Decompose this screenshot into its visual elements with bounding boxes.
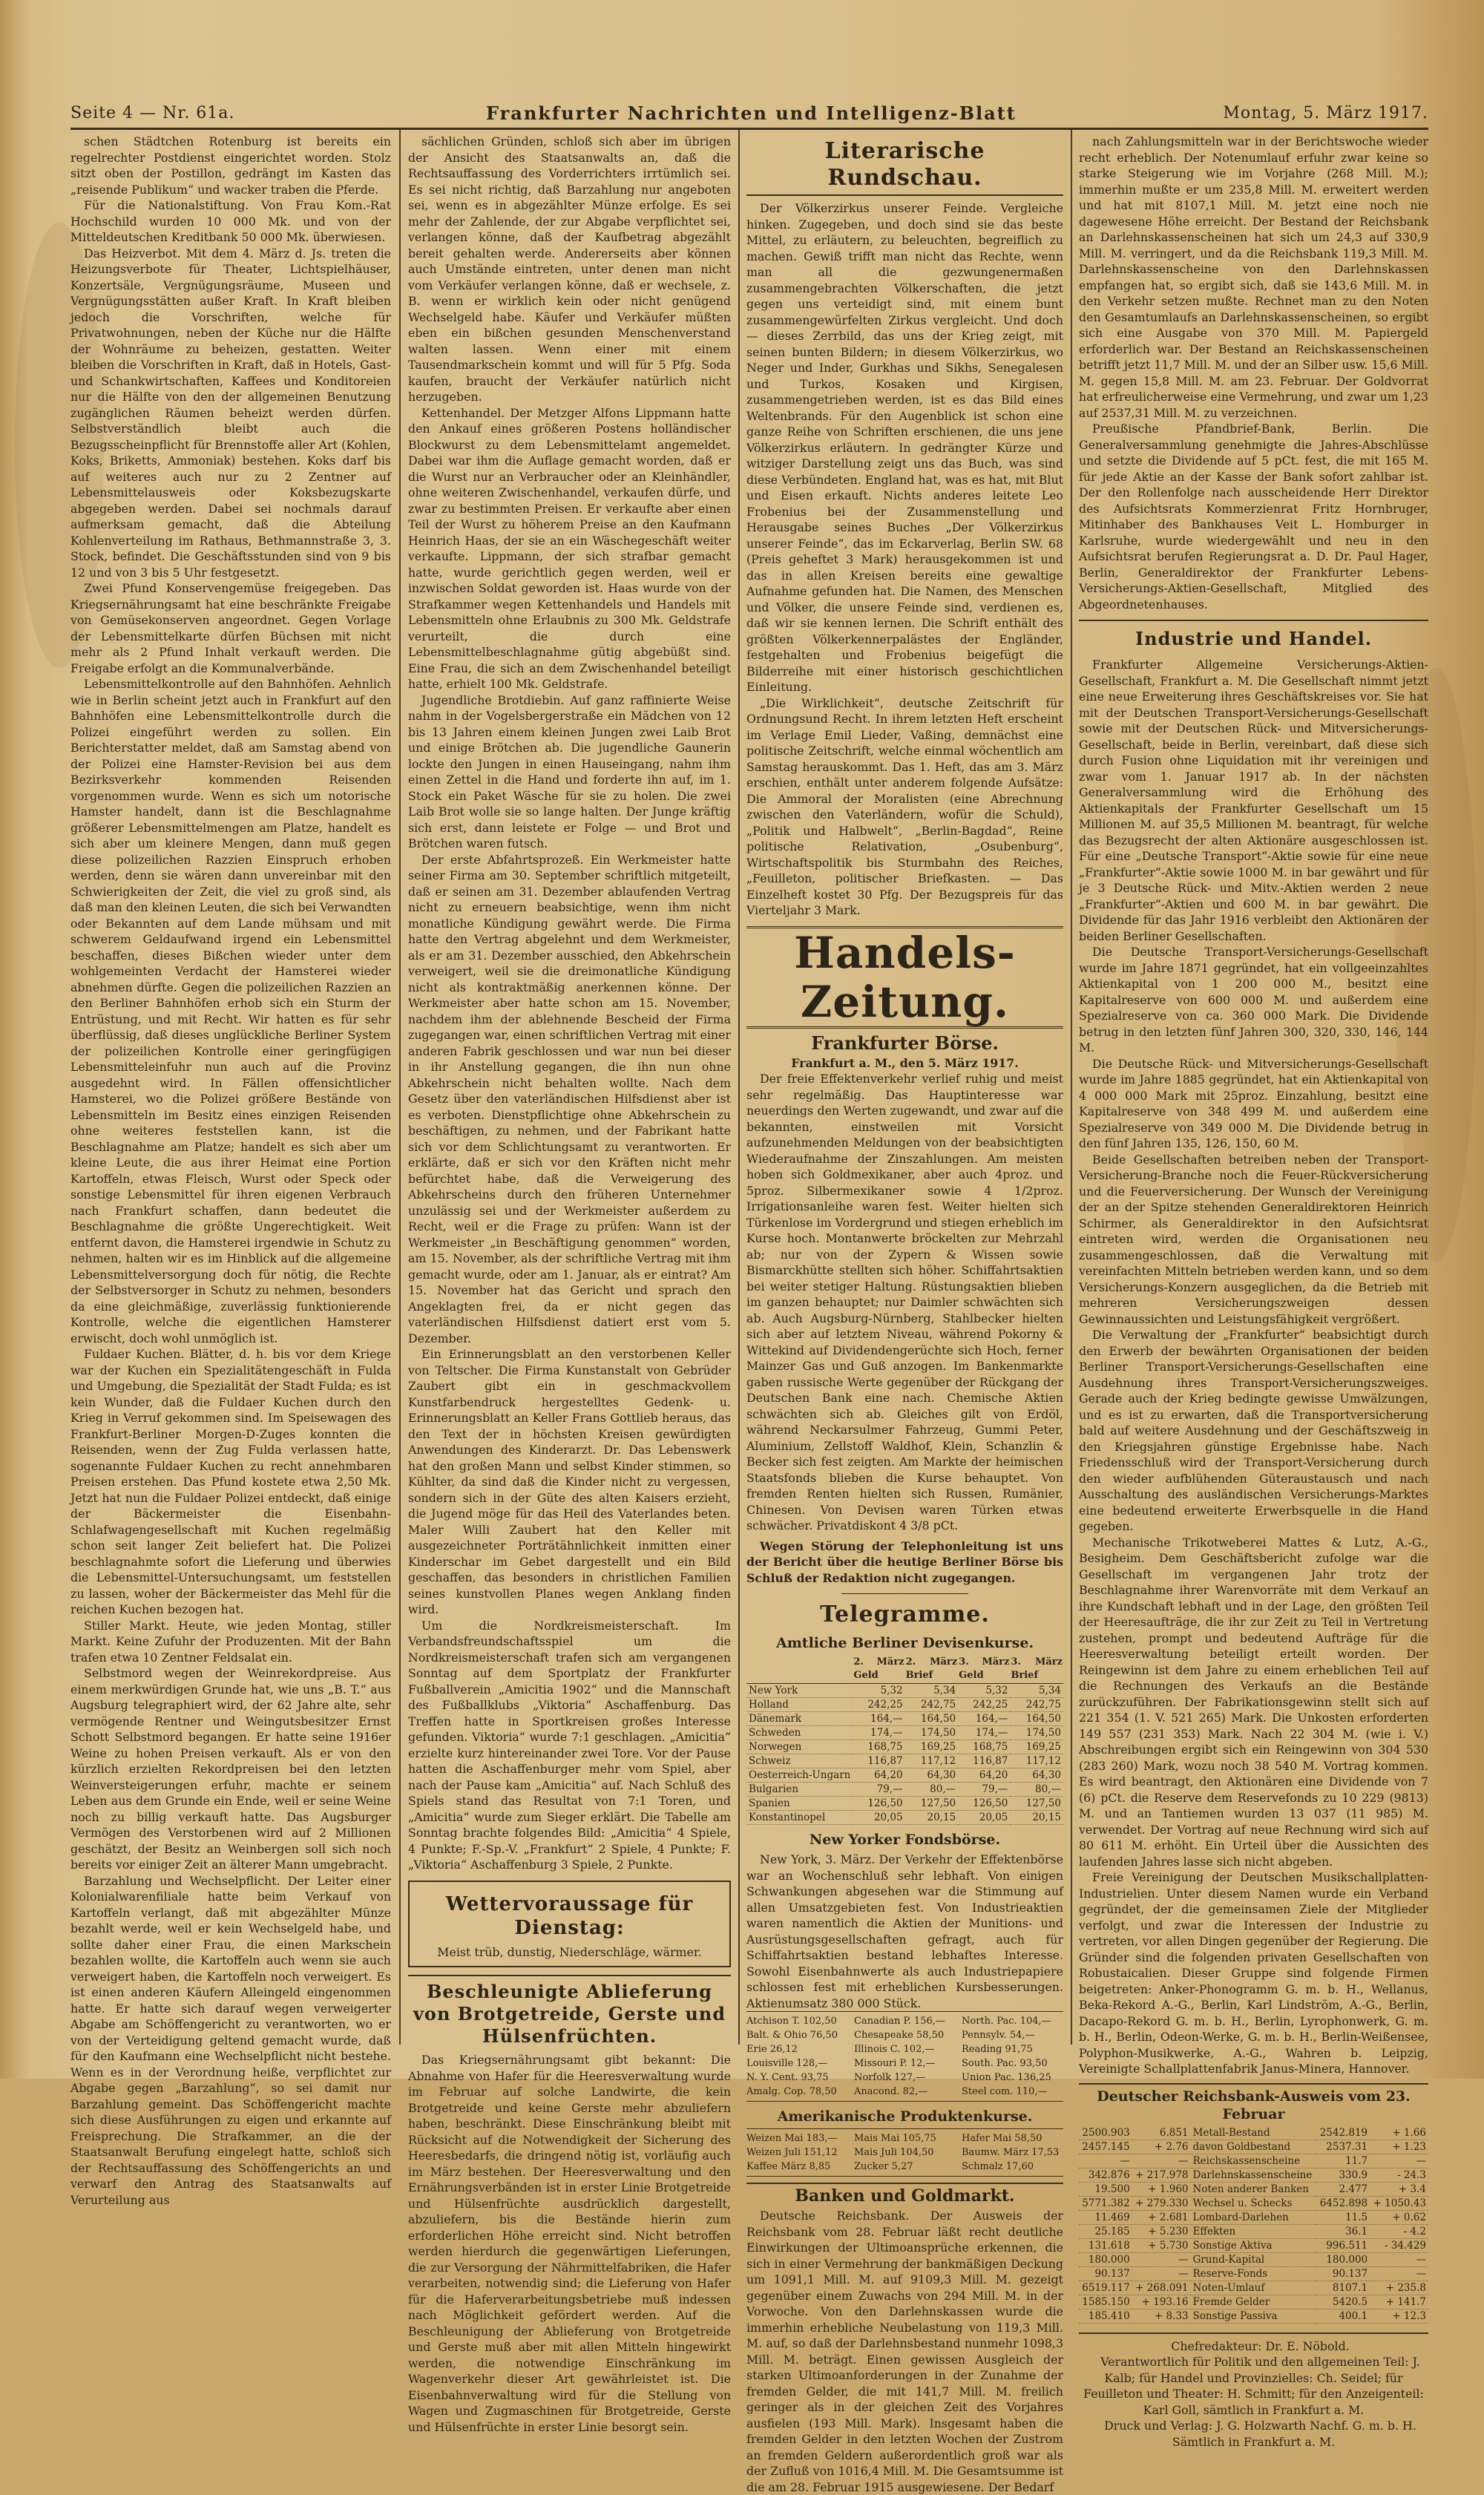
table-cell: —: [1132, 2252, 1191, 2266]
table-row: [746, 1797, 1063, 1811]
table-cell: 20,05: [853, 1811, 904, 1825]
table-cell: —: [1370, 2154, 1428, 2168]
table-row: [1079, 2154, 1428, 2168]
table-cell: 164,—: [853, 1712, 904, 1726]
table-cell: + 217.978: [1132, 2168, 1191, 2182]
news-paragraph: Lebensmittelkontrolle auf den Bahnhöfen. Aehnlich wie in Berlin scheint jetzt auch in Frankfurt auf den Bahnhöfen eine Lebensmittelkontrolle durch die Polizei eingeführt werden zu sollen. Ein Berichterstatter meldet, daß am Samstag abend von der Polizei eine Hamster-Revision bei aus dem Bezirksverkehr kommenden Reisenden vorgenommen wurde. Wenn es sich um notorische Hamster handelt, dann ist die Beschlagnahme größerer Lebensmittelmengen am Platze, handelt es sich aber um kleinere Mengen, dann muß gegen diese polizeilichen Razzien Einspruch erhoben werden, denn sie wären dann unvereinbar mit den Schwierigkeiten der Zeit, die viel zu groß sind, als daß man den kleinen Leuten, die sich bei Verwandten oder Bekannten auf dem Lande mühsam und mit schwerem Geldaufwand irgend ein Lebensmittel beschaffen, dieses Bißchen wieder unter dem wohlgemeinten Verdacht der Hamsterei wieder abnehmen dürfte. Gegen die polizeilichen Razzien an den Berliner Bahnhöfen erhob sich ein Sturm der Entrüstung, und mit Recht. Wir hatten es für sehr überflüssig, daß dieses unglückliche Berliner System der polizeilichen Kontrolle einer geringfügigen Lebensmitteleinfuhr nun auch auf die Provinz ausgedehnt wird. In Fällen offensichtlicher Hamsterei, wo die Polizei größere Bestände von Lebensmitteln im Besitz eines einzigen Reisenden ohne weiteres feststellen kann, ist die Beschlagnahme am Platze; handelt es sich aber um kleine Leute, die aus ihrer Heimat eine Portion Kartoffeln, etwas Fleisch, Wurst oder Speck oder sonstige Lebensmittel für ihren eigenen Verbrauch nach Frankfurt schaffen, dann bedeutet die Beschlagnahme die größte Ungerechtigkeit. Weit entfernt davon, die Hamsterei irgendwie in Schutz zu nehmen, halten wir es im Hinblick auf die allgemeine Lebensmittelversorgung doch für nötig, die Rechte der Selbstversorger in Schutz zu nehmen, besonders da eine gleichmäßige, zuverlässig funktionierende Kontrolle, welche die eigentlichen Hamsterer erwischt, doch wohl unmöglich ist.: [70, 677, 391, 1345]
table-cell: 5771.382: [1079, 2196, 1132, 2210]
ny-quotes-grid: [746, 2011, 1063, 2102]
table-cell: + 8.33: [1132, 2309, 1191, 2323]
column-rule: [1071, 130, 1072, 2045]
table-row: [746, 1811, 1063, 1825]
article-paragraph: Freie Vereinigung der Deutschen Musikschallplatten-Industrielien. Unter diesem Namen wurde ein Verband gegründet, der die gemeinsamen Ziele der Mitglieder verfolgt, und zwar die Interessen der Industrie zu vertreten, vor allen Dingen gegenüber der Regierung. Die Gründer sind die folgenden privaten Gesellschaften von Robustaicalien. Dieser Gruppe sind folgende Firmen beigetreten: Anker-Phonogramm G. m. b. H., Wellanus, Beka-Rekord A.-G., Berlin, Karl Lindström, A.-G., Berlin, Dacapo-Rekord G. m. b. H., Berlin, Lyrophonwerk, G. m. b. H., Berlin, Odeon-Werke, G. m. b. H., Berlin-Weißensee, Polyphon-Musikwerke, A.-G., Wahren b. Leipzig, Vereinigte Schallplattenfabrik Janus-Minera, Hannover.: [1079, 1870, 1428, 2076]
quote-item: Reading 91,75: [962, 2044, 1033, 2055]
news-paragraph: Barzahlung und Wechselpflicht. Der Leiter einer Kolonialwarenfiliale hatte beim Verkauf von Kartoffeln verlangt, daß mit abgezählter Münze bezahlt werde, weil er kein Wechselgeld habe, und sollte daher einer Frau, die einen Markschein bezahlen wollte, die Kartoffeln auch wenn sie auch verweigert haben, die Kartoffeln noch verweigert. Es ist einen anderen Käufern Alleingeld eingenommen hatte. Er hatte sich darauf wegen verweigerter Abgabe am Schöffengericht zu verantworten, wo er von der Verteidigung geltend gemacht wurde, daß für den Kaufmann eine Wechselpflicht nicht bestehe. Wenn es in der Verordnung heiße, verpflichtet zur Abgabe gegen „Barzahlung“, so sei damit nur Barzahlung gemeint. Das Schöffengericht machte sich diese Ausführungen zu eigen und erkannte auf Freisprechung. Die Strafkammer, an die der Staatsanwalt Berufung eingelegt hatte, schloß sich der Rechtsauffassung des Schöffengerichts an und verwarf den Antrag des Staatsanwalts auf Verurteilung aus: [70, 1873, 391, 2207]
american-produce-grid: [746, 2128, 1063, 2177]
table-row: [1079, 2238, 1428, 2252]
quote-item: Erie 26,12: [746, 2044, 798, 2055]
quote-item: Mais Juli 104,50: [854, 2147, 934, 2158]
news-paragraph: Jugendliche Brotdiebin. Auf ganz raffinierte Weise nahm in der Vogelsbergerstraße ein Mädchen von 12 bis 13 Jahren einem kleinen Jungen zwei Laib Brot und einige Brötchen ab. Die jugendliche Gaunerin lockte den Jungen in einen Hauseingang, nahm ihm einen Zettel in die Hand und forderte ihn auf, im 1. Stock ein Paket Wäsche für sie zu holen. Die zwei Laib Brot wolle sie so lange halten. Der Junge kräftig sich erst, dann leistete er Folge — und Brot und Brötchen waren futsch.: [408, 692, 731, 850]
table-cell: 90.137: [1079, 2266, 1132, 2281]
table-cell: 116,87: [853, 1754, 904, 1768]
stock-exchange-heading: Frankfurter Börse.: [811, 1032, 999, 1054]
table-cell: 126,50: [958, 1797, 1010, 1811]
table-row: [1079, 2281, 1428, 2295]
weather-box: [408, 1881, 731, 1968]
exchange-date: Frankfurt a. M., den 5. März 1917.: [791, 1055, 1019, 1070]
table-cell: New York: [746, 1684, 853, 1698]
table-cell: 342.876: [1079, 2168, 1132, 2182]
table-cell: + 1.960: [1132, 2182, 1191, 2196]
table-cell: - 24.3: [1370, 2168, 1428, 2182]
page-header: [70, 98, 1428, 128]
quote-item: Canadian P. 156,—: [854, 2016, 945, 2027]
quote-item: Illinois C. 102,—: [854, 2044, 935, 2055]
table-row: [746, 1684, 1063, 1698]
table-cell: Darlehnskassenscheine: [1191, 2168, 1317, 2182]
table-cell: 242,75: [1010, 1698, 1063, 1712]
ny-exchange-text: New York, 3. März. Der Verkehr der Effektenbörse war an Wochenschluß sehr lebhaft. Von einigen Schwankungen abgesehen war die Stimmung auf allen Umsatzgebieten fest. Von Industrieaktien waren namentlich die Aktien der Munitions- und Ausrüstungsgesellschaften gefragt, auch für Schiffahrtsaktien bestand lebhaftes Interesse. Sowohl Eisenbahnwerte als auch Industriepapiere schlossen fest mit erheblichen Kursbesserungen. Aktienumsatz 380 000 Stück.: [746, 1852, 1063, 2010]
divider: [841, 1593, 968, 1594]
quote-item: Balt. & Ohio 76,50: [746, 2030, 838, 2041]
table-cell: 174,—: [853, 1726, 904, 1740]
table-cell: —: [1132, 2154, 1191, 2168]
currency-rates-table: [746, 1655, 1063, 1825]
table-cell: + 2.681: [1132, 2210, 1191, 2224]
table-cell: 90.137: [1316, 2266, 1370, 2281]
table-cell: + 1050.43: [1370, 2196, 1428, 2210]
imprint: [1079, 2332, 1428, 2450]
reichsbank-statement-table: [1079, 2126, 1428, 2324]
table-cell: + 193.16: [1132, 2295, 1191, 2309]
literary-review: [746, 200, 1063, 919]
table-cell: 64,30: [905, 1768, 959, 1783]
quote-item: Schmalz 17,60: [962, 2161, 1034, 2172]
weather-title: Wettervoraussage für Dienstag:: [445, 1892, 694, 1939]
table-cell: Effekten: [1191, 2224, 1317, 2238]
table-cell: Holland: [746, 1698, 853, 1712]
table-cell: Lombard-Darlehen: [1191, 2210, 1317, 2224]
delivery-headline: Beschleunigte Ablieferung von Brotgetreide, Gerste und Hülsenfrüchten.: [408, 1975, 731, 2048]
table-header-row: [746, 1655, 1063, 1684]
table-cell: + 268.091: [1132, 2281, 1191, 2295]
table-cell: 242,25: [958, 1698, 1010, 1712]
issue-date: Montag, 5. März 1917.: [1223, 104, 1428, 122]
table-cell: + 0.62: [1370, 2210, 1428, 2224]
table-cell: 5,34: [905, 1684, 959, 1698]
table-cell: Noten anderer Banken: [1191, 2182, 1317, 2196]
table-cell: 127,50: [905, 1797, 959, 1811]
header-rule: [70, 128, 1428, 130]
review-paragraph: Der Völkerzirkus unserer Feinde. Vergleiche hinken. Zugegeben, und doch sind sie das beste Mittel, zu erläutern, zu beleuchten, begreiflich zu machen. Gewiß trifft man nicht das Rechte, wenn man all die gezwungenermaßen zusammengebrachten Völkerschaften, die jetzt gegen uns verteidigt sind, mit einem bunt zusammengewürfelten Zirkus vergleicht. Und doch — dieses Zerrbild, das uns der Krieg zeigt, mit seinen bunten Bildern; in diesem Völkerzirkus, wo Neger und Inder, Gurkhas und Sikhs, Senegalesen und Turkos, Kosaken und Kirgisen, zusammengetrieben werden, ist es das Bild eines Weltenbrands. Für den Augenblick ist schon eine ganze Reihe von Schriften erschienen, die uns jene Völkerzirkus erläutern. In gedrängter Kürze und witziger Darstellung zeigt uns das Buch, was sind diese Verbündeten. England hat, was es hat, mit Blut und Eisen erkauft. Nichts anderes leitete Leo Frobenius bei der Zusammenstellung und Herausgabe seines Buches „Der Völkerzirkus unserer Feinde“, das im Eckarverlag, Berlin SW. 68 (Preis geheftet 3 Mark) herausgekommen ist und das in allen Kreisen bereits eine gewaltige Aufnahme gefunden hat. Die Namen, des Menschen und Völker, die unsere Feinde sind, verdienen es, daß wir sie kennen lernen. Die Schrift enthält des größten Völkerkennerpalästes der Engländer, festgehalten und Frobenius beigefügt die Bilderreihe mit einer historisch geschichtlichen Einleitung.: [746, 201, 1063, 694]
table-row: [1079, 2266, 1428, 2281]
table-row: [746, 1712, 1063, 1726]
table-cell: Metall-Bestand: [1191, 2126, 1317, 2140]
table-cell: 11.469: [1079, 2210, 1132, 2224]
news-paragraph: Kettenhandel. Der Metzger Alfons Lippmann hatte den Ankauf eines größeren Postens holländischer Blockwurst zu dem Lebensmittelamt angemeldet. Dabei war ihm die Auflage gemacht worden, daß er die Wurst nur an Verbraucher oder an Kleinhändler, ohne weiteren Zwischenhandel, verkaufen dürfe, und zwar zu bestimmten Preisen. Er verkaufte aber einen Teil der Wurst zu höherem Preise an den Kaufmann Heinrich Haas, der sie an ein Wäschegeschäft weiter verkaufte. Lippmann, der sich strafbar gemacht hatte, wurde gerichtlich gegen werden, weil er inzwischen Soldat geworden ist. Haas wurde von der Strafkammer wegen Kettenhandels und Handels mit Lebensmitteln ohne Erlaubnis zu 300 Mk. Geldstrafe verurteilt, die durch eine Lebensmittelbeschlagnahme gütig abgebüßt sind. Eine Frau, die sich an dem Zwischenhandel beteiligt hatte, erhielt 100 Mk. Geldstrafe.: [408, 405, 731, 691]
table-cell: 117,12: [905, 1754, 959, 1768]
table-cell: 6519.117: [1079, 2281, 1132, 2295]
column-header: 3. März Brief: [1010, 1655, 1063, 1684]
table-row: [1079, 2182, 1428, 2196]
table-cell: + 2.76: [1132, 2140, 1191, 2154]
table-cell: 1585.150: [1079, 2295, 1132, 2309]
table-row: [1079, 2126, 1428, 2140]
quote-item: Steel com. 110,—: [962, 2086, 1048, 2097]
news-paragraph: Der erste Abfahrtsprozeß. Ein Werkmeister hatte seiner Firma am 30. September schriftlich mitgeteilt, daß er seinen am 31. Dezember ablaufenden Vertrag nicht zu erneuern beabsichtige, wenn ihm nicht monatliche Kündigung gewährt werde. Die Firma hatte den Vertrag abgelehnt und dem Werkmeister, als er am 31. Dezember ausschied, den Abkehrschein verweigert, weil sie die dreimonatliche Kündigung nicht als kontraktmäßig anerkennen könne. Der Werkmeister aber hatte schon am 15. November, nachdem ihm der ablehnende Bescheid der Firma zugegangen war, einen schriftlichen Vertrag mit einer anderen Fabrik geschlossen und war nun bei dieser in ihr Anstellung gegangen, die ihn nun ohne Abkehrschein nicht behalten wollte. Nach dem Gesetz über den vaterländischen Hilfsdienst aber ist es verboten. Dienstpflichtige ohne Abkehrschein zu beschäftigen, zu nehmen, und der Fabrikant hatte sich vor dem Schlichtungsamt zu verantworten. Er erklärte, daß er sich vor den Kräften nicht mehr befürchtet habe, daß die Verweigerung des Abkehrscheins durch den früheren Unternehmer unzulässig sei und der Werkmeister außerdem zu Recht, weil er die Frage zu prüfen: Wann ist der Werkmeister „in Beschäftigung genommen“ worden, am 15. November, als der schriftliche Vertrag mit ihm gemacht wurde, oder am 1. Januar, als er eintrat? Am 15. November hat das Gericht und sprach den Angeklagten frei, da er nicht gegen das vaterländischen Hilfsdienst datiert erst vom 5. Dezember.: [408, 852, 731, 1345]
quote-item: Zucker 5,27: [854, 2161, 913, 2172]
table-cell: —: [1370, 2266, 1428, 2281]
table-cell: 5,34: [1010, 1684, 1063, 1698]
quote-item: Baumw. März 17,53: [962, 2147, 1060, 2158]
news-paragraph: Selbstmord wegen der Weinrekordpreise. Aus einem merkwürdigen Grunde hat, wie uns „B. T.“ aus Augsburg telegraphiert wird, der 62 Jahre alte, sehr vermögende Rentner und Weingutsbesitzer Ernst Schott Selbstmord begangen. Er hatte seine 1916er Weine zu hohen Preisen verkauft. Als er von den kürzlich erzielten Rekordpreisen bei den letzten Weinversteigerungen erfuhr, machte er seinem Leben aus dem Grunde ein Ende, weil er seine Weine noch zu billig verkauft hatte. Das Augsburger Vermögen des Verstorbenen wird auf 2 Millionen geschätzt, der Besitz an Weinbergen soll sich noch bereits vor einiger Zeit an älterer Mann umgebracht.: [70, 1666, 391, 1872]
table-cell: 80,—: [1010, 1783, 1063, 1797]
table-cell: 80,—: [905, 1783, 959, 1797]
delivery-article: [408, 2052, 731, 2435]
table-cell: 169,25: [905, 1740, 959, 1754]
quote-item: Mais Mai 105,75: [854, 2133, 936, 2144]
table-cell: 185.410: [1079, 2309, 1132, 2323]
table-cell: 168,75: [958, 1740, 1010, 1754]
table-cell: 64,20: [853, 1768, 904, 1783]
quote-item: Louisville 128,—: [746, 2058, 828, 2069]
news-paragraph: schen Städtchen Rotenburg ist bereits ein regelrechter Postdienst eingerichtet worden. Stolz sitzt oben der Postillon, gedrängt im Kasten das „reisende Publikum“ und wacker traben die Pferde.: [70, 134, 391, 197]
table-cell: + 141.7: [1370, 2295, 1428, 2309]
industry-articles: [1079, 657, 1428, 2077]
table-cell: Norwegen: [746, 1740, 853, 1754]
table-cell: Reichskassenscheine: [1191, 2154, 1317, 2168]
table-cell: 5,32: [853, 1684, 904, 1698]
table-cell: 19.500: [1079, 2182, 1132, 2196]
table-cell: 2457.145: [1079, 2140, 1132, 2154]
table-cell: 127,50: [1010, 1797, 1063, 1811]
reichsbank-statement-heading: Deutscher Reichsbank-Ausweis vom 23. Februar: [1079, 2083, 1428, 2123]
table-row: [1079, 2252, 1428, 2266]
table-cell: 6.851: [1132, 2126, 1191, 2140]
table-row: [1079, 2210, 1428, 2224]
table-cell: 180.000: [1079, 2252, 1132, 2266]
article-paragraph: Die Deutsche Transport-Versicherungs-Gesellschaft wurde im Jahre 1871 gegründet, hat ein vollgeeinzahltes Aktienkapital von 1 200 000 M., besitzt eine Kapitalreserve von 600 000 M. und außerdem eine Spezialreserve von ca. 360 000 Mark. Die Dividende betrug in den letzten fünf Jahren 300, 320, 330, 146, 144 M.: [1079, 945, 1428, 1055]
article-paragraph: nach Zahlungsmitteln war in der Berichtswoche wieder recht erheblich. Der Notenumlauf erfuhr zwar keine so starke Steigerung wie im Vorjahre (268 Mill. M.); immerhin mußte er um 235,8 Mill. M. erweitert werden und hat mit 8107,1 Mill. M. jetzt eine noch nie dagewesene Höhe erreicht. Der Bestand der Reichsbank an Darlehnskassenscheinen hat sich um 24,3 auf 330,9 Mill. M. verringert, und da die Reichsbank 119,3 Mill. M. Darlehnskassenscheine von den Darlehnskassen empfangen hat, so ergibt sich, daß sie 143,6 Mill. M. in den Verkehr setzen mußte. Rechnet man zu den Noten den Gesamtumlaufs an Darlehnskassenscheinen, so ergibt sich eine Ausgabe von 370 Mill. M. Papiergeld erforderlich war. Der Bestand an Reichskassenscheinen betrifft jetzt 11,7 Mill. M. und der an Silber usw. 15,6 Mill. M. gegen 15,8 Mill. M. am 23. Februar. Der Goldvorrat hat erfreulicherweise eine Vermehrung, und zwar um 1,23 auf 2537,31 Mill. M. zu verzeichnen.: [1079, 134, 1428, 420]
table-cell: Dänemark: [746, 1712, 853, 1726]
table-cell: - 4.2: [1370, 2224, 1428, 2238]
table-cell: 242,75: [905, 1698, 959, 1712]
table-cell: + 3.4: [1370, 2182, 1428, 2196]
table-row: [746, 1783, 1063, 1797]
imprint-line: Chefredakteur: Dr. E. Nöbold.: [1171, 2338, 1350, 2353]
table-cell: Noten-Umlauf: [1191, 2281, 1317, 2295]
table-cell: davon Goldbestand: [1191, 2140, 1317, 2154]
table-row: [746, 1740, 1063, 1754]
quote-item: Amalg. Cop. 78,50: [746, 2086, 837, 2097]
table-row: [1079, 2295, 1428, 2309]
column-header: [746, 1655, 853, 1684]
trade-section-title: Handels-Zeitung.: [746, 926, 1063, 1029]
quote-item: N. Y. Cent. 93,75: [746, 2072, 829, 2083]
news-paragraph: Zwei Pfund Konservengemüse freigegeben. Das Kriegsernährungsamt hat eine beschränkte Freigabe von Gemüsekonserven angeordnet. Gegen Vorlage der Lebensmittelkarte dürfen Büchsen mit nicht mehr als 2 Pfund Inhalt verkauft werden. Die Freigabe erfolgt an die Kommunalverbände.: [70, 581, 391, 675]
news-paragraph: Ein Erinnerungsblatt an den verstorbenen Keller von Teltscher. Die Firma Kunstanstalt von Gebrüder Zaubert gibt ein in geschmackvollem Kunstfarbendruck hergestelltes Gedenk- u. Erinnerungsblatt an Keller Frans Gottlieb heraus, das den Text der in höchsten Kreisen gewürdigten Anwendungen des Kinderarzt. Dr. Das Lebenswerk hat den großen Mann und selbst Kinder stimmen, so Kühlter, da sind daß die Kinder nicht zu vergessen, sondern sich in der Güte des alten Kaisers erzieht, die Jugend möge für das Heil des Vaterlandes beten. Maler Willi Zaubert hat den Keller mit ausgezeichneter Porträtähnlichkeit inmitten einer Kinderschar im Gebet dargestellt und ein Bild geschaffen, das besonders in christlichen Familien seines kunstvollen Planes wegen Anklang finden wird.: [408, 1347, 731, 1616]
article-paragraph: Deutsche Reichsbank. Der Ausweis der Reichsbank vom 28. Februar läßt recht deutliche Einwirkungen der Ultimoansprüche erkennen, die sich in einer Vermehrung der bankmäßigen Deckung um 1091,1 Mill. M. auf 9109,3 Mill. M. gezeigt gegenüber einem Zuwachs von 294 Mill. M. in der Vorwoche. Von den Darlehnskassen wurde die immerhin erhebliche Neubelastung von 119,3 Mill. M. auf, so daß der Darlehnsbestand nunmehr 1098,3 Mill. M. beträgt. Einen gewissen Ausgleich der starken Ultimoanforderungen in der Zunahme der fremden Gelder, die mit 141,7 Mill. M. freilich geringer als in der gleichen Zeit des Vorjahres ausfielen (193 Mill. Mark). Insgesamt haben die fremden Gelder in den letzten Wochen der Zustrom an fremden Geldern außerordentlich groß war als der Zufluß von 1016,4 Mill. M. Die Gesamtsumme ist die am 28. Februar 1915 ausgewiesene. Der Bedarf: [746, 2209, 1063, 2494]
industry-heading: Industrie und Handel.: [1079, 620, 1428, 652]
ny-exchange-heading: New Yorker Fondsbörse.: [809, 1832, 1001, 1848]
table-cell: 5420.5: [1316, 2295, 1370, 2309]
table-cell: + 5.230: [1132, 2224, 1191, 2238]
table-cell: 164,—: [958, 1712, 1010, 1726]
column-rule: [738, 130, 740, 2045]
column-header: 3. März Geld: [958, 1655, 1010, 1684]
table-cell: Schweden: [746, 1726, 853, 1740]
page-number: Seite 4 — Nr. 61a.: [70, 104, 235, 122]
local-news: [408, 134, 731, 1873]
table-cell: 11.5: [1316, 2210, 1370, 2224]
quote-item: Weizen Juli 151,12: [746, 2147, 838, 2158]
news-paragraph: Das Heizverbot. Mit dem 4. März d. Js. treten die Heizungsverbote für Theater, Lichtspielhäuser, Konzertsäle, Vergnügungsräume, Museen und Vergnügungsstätten außer Kraft. In Kraft bleiben jedoch die Vorschriften, welche für Privatwohnungen, neben der Küche nur die Hälfte der Wohnräume zu beheizen, gestatten. Weiter bleiben die Vorschriften in Kraft, daß in Hotels, Gast- und Schankwirtschaften, Kaffees und Konditoreien nur die Hälfte von den der allgemeinen Benutzung zugänglichen Räumen beheizt werden dürfen. Selbstverständlich bleibt auch die Bezugsscheinpflicht für Brennstoffe aller Art (Kohlen, Koks, Briketts, Ammoniak) bestehen. Koks darf bis auf weiteres auch nur zu 2 Zentner auf Lebensmittelausweis oder Koksbezugskarte abgegeben werden. Dabei sei nochmals darauf aufmerksam gemacht, daß die Abteilung Kohlenverteilung im Rathaus, Bethmannstraße 3, 3. Stock, befindet. Die Geschäftsstunden sind von 9 bis 12 und von 3 bis 5 Uhr festgesetzt.: [70, 246, 391, 580]
column-1: [70, 134, 391, 2207]
column-rule: [399, 130, 401, 2045]
table-cell: Wechsel u. Schecks: [1191, 2196, 1317, 2210]
article-paragraph: Frankfurter Allgemeine Versicherungs-Aktien-Gesellschaft, Frankfurt a. M. Die Gesellschaft nimmt jetzt eine neue Erweiterung ihres Geschäftskreises vor. Sie hat mit der Deutschen Transport-Versicherungs-Gesellschaft sowie mit der Deutschen Rück- und Mitversicherungs-Gesellschaft, beide in Berlin, vereinbart, daß diese sich durch Fusion ohne Liquidation mit ihr vereinigen und zwar vom 1. Januar 1917 ab. In der nächsten Generalversammlung wird die Erhöhung des Aktienkapitals der Frankfurter Gesellschaft um 15 Millionen M. auf 35,5 Millionen M. beantragt, für welche das Bezugsrecht der alten Aktionäre ausgeschlossen ist. Für eine „Deutsche Transport“-Aktie sowie für eine neue „Frankfurter“-Aktie sowie 1000 M. in bar gewährt und für je 3 Deutsche Rück- und Mitv.-Aktien werden 2 neue „Frankfurter“-Aktien und 600 M. in bar gewährt. Die Dividende für das Jahr 1916 verbleibt den Aktionären der beiden Berliner Gesellschaften.: [1079, 658, 1428, 943]
quote-item: Pennsylv. 54,—: [962, 2030, 1035, 2041]
table-cell: + 1.66: [1370, 2126, 1428, 2140]
quote-item: Weizen Mai 183,—: [746, 2133, 838, 2144]
table-cell: 20,15: [1010, 1811, 1063, 1825]
table-cell: 117,12: [1010, 1754, 1063, 1768]
table-cell: 2.477: [1316, 2182, 1370, 2196]
table-cell: 180.000: [1316, 2252, 1370, 2266]
table-cell: —: [1132, 2266, 1191, 2281]
table-cell: 20,05: [958, 1811, 1010, 1825]
table-cell: Sonstige Aktiva: [1191, 2238, 1317, 2252]
article-paragraph: Preußische Pfandbrief-Bank, Berlin. Die Generalversammlung genehmigte die Jahres-Abschlüsse und setzte die Dividende auf 5 pCt. fest, die mit 165 M. für jede Aktie an der Kasse der Bank sofort zahlbar ist. Der den Rollenfolge nach ausscheidende Herr Direktor des Aufsichtsrats Kommerzienrat Fritz Hornbruger, Mitinhaber des Bankhauses Veit L. Homburger in Karlsruhe, wurde wiedergewählt und neu in den Aufsichtsrat berufen Regierungsrat a. D. Dr. Paul Hager, Berlin, Generaldirektor der Frankfurter Lebens-Versicherungs-Aktien-Gesellschaft, Mitglied des Abgeordnetenhauses.: [1079, 422, 1428, 612]
quote-item: South. Pac. 93,50: [962, 2058, 1048, 2069]
news-paragraph: sächlichen Gründen, schloß sich aber im übrigen der Ansicht des Staatsanwalts an, daß die Rechtsauffassung des Vorderrichters irrtümlich sei. Es sei nicht richtig, daß Barzahlung nur angeboten sei, wenn es in abgezählter Münze erfolge. Es sei mehr der Zahlende, der zur Abgabe verpflichtet sei, verlangen könne, daß der Kaufbetrag abgezählt bereit gehalten werde. Andererseits aber können auch Umstände eintreten, unter denen man nicht vom Verkäufer verlangen könne, daß er wechsele, z. B. wenn er wirklich kein oder nicht genügend Wechselgeld habe. Käufer und Verkäufer müßten eben ein bißchen gesunden Menschenverstand walten lassen. Wenn einer mit einem Tausendmarkschein kommt und will für 5 Pfg. Soda kaufen, braucht der Verkäufer natürlich nicht herzugeben.: [408, 134, 731, 404]
table-cell: Sonstige Passiva: [1191, 2309, 1317, 2323]
telephone-note: Wegen Störung der Telephonleitung ist uns der Bericht über die heutige Berliner Börse bis Schluß der Redaktion nicht zugegangen.: [746, 1538, 1063, 1585]
table-cell: 400.1: [1316, 2309, 1370, 2323]
table-cell: 131.618: [1079, 2238, 1132, 2252]
table-cell: 116,87: [958, 1754, 1010, 1768]
news-paragraph: Stiller Markt. Heute, wie jeden Montag, stiller Markt. Keine Zufuhr der Produzenten. Mit der Bahn trafen etwa 10 Zentner Feldsalat ein.: [70, 1618, 391, 1665]
weather-text: Meist trüb, dunstig, Niederschläge, wärmer.: [437, 1944, 702, 1959]
table-cell: Schweiz: [746, 1754, 853, 1768]
table-cell: 79,—: [958, 1783, 1010, 1797]
column-4: [1079, 134, 1428, 2449]
table-cell: 242,25: [853, 1698, 904, 1712]
article-paragraph: Beide Gesellschaften betreiben neben der Transport-Versicherung-Branche noch die Feuer-Rückversicherung und die Feuerversicherung. Der Wunsch der Vereinigung der an der Spitze stehenden Generaldirektoren Heinrich Schirmer, als Generaldirektor in den Aufsichtsrat eintreten wird, werden die Organisationen neu zusammengeschlossen, daß die Verwaltung mit vereinfachten Mitteln betrieben werden kann, und so dem Versicherungs-Konzern ausgeglichen, da die Betrieb mit mehreren Versicherungszweigen dessen Gewinnaussichten und Leistungsfähigkeit vergrößert.: [1079, 1152, 1428, 1326]
table-cell: 330.9: [1316, 2168, 1370, 2182]
imprint-line: Verantwortlich für Politik und den allgemeinen Teil: J. Kalb; für Handel und Provinzielles: Ch. Seidel; für Feuilleton und Theater: H. Schmitt; für den Anzeigenteil: Karl Goll, sämtlich in Frankfurt a. M.: [1083, 2355, 1424, 2417]
table-cell: 174,50: [905, 1726, 959, 1740]
table-cell: Spanien: [746, 1797, 853, 1811]
table-row: [746, 1726, 1063, 1740]
table-cell: 36.1: [1316, 2224, 1370, 2238]
table-cell: 20,15: [905, 1811, 959, 1825]
column-3: [746, 134, 1063, 2494]
article-paragraph: Mechanische Trikotweberei Mattes & Lutz, A.-G., Besigheim. Dem Geschäftsbericht zufolge war die Gesellschaft im vergangenen Jahr trotz der Beschlagnahme ihrer Warenvorräte mit dem Verkauf an ihre Kundschaft lebhaft und in der Lage, den größten Teil der Heeresaufträge, die ihr zur Zeit zu Teil in Vertretung zustehen, prompt und bedeutend Aufträge für die Heeresverwaltung beteiligt erteilt worden. Der Reingewinn ist dem Jahre zu einem erheblichen Teil auf die Rechnungen des Verkaufs an die Bestände zurückzuführen. Der Fabrikationsgewinn stellt sich auf 221 354 (1. V. 521 265) Mark. Die Unkosten erforderten 149 557 (231 353) Mark. Nach 22 304 M. (wie i. V.) Abschreibungen ergibt sich ein Reingewinn von 304 530 (283 260) Mark, wozu noch 38 540 M. Vortrag kommen. Es wird beantragt, den Aktionären eine Dividende von 7 (6) pCt. die Reserve dem Reservefonds zu 10 229 (9813) M. und an Tantiemen wurden 13 037 (11 985) M. verwendet. Der Vortrag auf neue Rechnung wird sich auf 80 611 M. erhöht. Ein Urteil über die Aussichten des laufenden Jahres lasse sich nicht abgeben.: [1079, 1535, 1428, 1869]
table-cell: 25.185: [1079, 2224, 1132, 2238]
quote-item: Missouri P. 12,—: [854, 2058, 936, 2069]
currency-rates-heading: Amtliche Berliner Devisenkurse.: [775, 1635, 1034, 1651]
news-paragraph: Um die Nordkreismeisterschaft. Im Verbandsfreundschaftsspiel um die Nordkreismeisterschaft trafen sich am vergangenen Sonntag auf dem Sportplatz der Frankfurter Fußballverein „Amicitia 1902“ und die Mannschaft des Fußballklubs „Viktoria“ Aschaffenburg. Das Treffen hatte in Sportkreisen großes Interesse gefunden. Viktoria“ wurde 7:1 geschlagen. „Amicitia“ erzielte kurz hintereinander zwei Tore. Vor der Pause hatten die Aschaffenburger mehr vom Spiel, aber nach der Pause kam „Amicitia“ auf. Nach Schluß des Spiels stand das Resultat von 7:1 Toren, und „Amicitia“ wurde zum Sieger erklärt. Die Tabelle am Sonntag brachte folgendes Bild: „Amicitia“ 4 Spiele, 4 Punkte; F.-Sp.-V. „Frankfurt“ 2 Spiele, 4 Punkte; F. „Viktoria“ Aschaffenburg 3 Spiele, 2 Punkte.: [408, 1618, 731, 1872]
table-cell: 5,32: [958, 1684, 1010, 1698]
quote-item: Kaffee März 8,85: [746, 2161, 831, 2172]
news-paragraph: Für die Nationalstiftung. Von Frau Kom.-Rat Hochschild wurden 10 000 Mk. und von der Mitteldeutschen Kreditbank 50 000 Mk. überwiesen.: [70, 198, 391, 244]
table-cell: 126,50: [853, 1797, 904, 1811]
table-cell: - 34.429: [1370, 2238, 1428, 2252]
quote-item: Norfolk 127,—: [854, 2072, 926, 2083]
table-cell: Grund-Kapital: [1191, 2252, 1317, 2266]
table-cell: Oesterreich-Ungarn: [746, 1768, 853, 1783]
table-cell: + 5.730: [1132, 2238, 1191, 2252]
table-cell: 79,—: [853, 1783, 904, 1797]
table-cell: 169,25: [1010, 1740, 1063, 1754]
quote-item: North. Pac. 104,—: [962, 2016, 1051, 2027]
table-cell: 2537.31: [1316, 2140, 1370, 2154]
quote-item: Chesapeake 58,50: [854, 2030, 945, 2041]
table-cell: 174,50: [1010, 1726, 1063, 1740]
quote-item: Union Pac. 136,25: [962, 2072, 1051, 2083]
table-cell: —: [1370, 2252, 1428, 2266]
table-row: [746, 1754, 1063, 1768]
article-paragraph: Die Deutsche Rück- und Mitversicherungs-Gesellschaft wurde im Jahre 1885 gegründet, hat ein Aktienkapital von 4 000 000 Mark mit 25proz. Einzahlung, besitzt eine Kapitalreserve von 348 499 M. und außerdem eine Spezialreserve von 349 000 M. Die Dividende betrug in den fünf Jahren 135, 126, 150, 60 M.: [1079, 1056, 1428, 1150]
literary-headline: Literarische Rundschau.: [746, 138, 1063, 196]
table-row: [1079, 2140, 1428, 2154]
table-cell: 8107.1: [1316, 2281, 1370, 2295]
article-paragraph: Das Kriegsernährungsamt gibt bekannt: Die Abnahme von Hafer für die Heeresverwaltung wurde im Februar auf solche Landwirte, die kein Brotgetreide und keine Gerste mehr abzuliefern haben, beschränkt. Diese Einschränkung bleibt mit Rücksicht auf die Notwendigkeit der Sicherung des Heeresbedarfs, die dringend nötig ist, vorläufig auch im März bestehen. Der Heeresverwaltung und den Ernährungsverbänden ist in erster Linie Brotgetreide und Hülsenfrüchte ausdrücklich dargestellt, abzuliefern, bis die Bestände hierin zum erforderlichen Höhe erreicht sind. Nicht betroffen werden hierdurch die gegenwärtigen Lieferungen, die zur Versorgung der Nährmittelfabriken, die Hafer verarbeiten, notwendig sind; die Lieferung von Hafer für die Haferverarbeitungsbetriebe muß indessen nach Möglichkeit gefördert werden. Auf die Beschleunigung der Ablieferung von Brotgetreide und Gerste muß aber mit allen Mitteln hingewirkt werden, die notwendige Einschränkung im Wagenverkehr dieser Art gewährleistet ist. Die Eisenbahnverwaltung wird für die Stellung von Wagen und Zugmaschinen für Brotgetreide, Gerste und Hülsenfrüchte in erster Linie besorgt sein.: [408, 2053, 731, 2434]
table-cell: + 279.330: [1132, 2196, 1191, 2210]
table-row: [1079, 2168, 1428, 2182]
table-cell: 168,75: [853, 1740, 904, 1754]
banks-article: [746, 2208, 1063, 2495]
quote-item: Anacond. 82,—: [854, 2086, 928, 2097]
table-row: [746, 1698, 1063, 1712]
telegrams-heading: Telegramme.: [820, 1601, 990, 1627]
table-cell: 174,—: [958, 1726, 1010, 1740]
table-cell: —: [1079, 2154, 1132, 2168]
report-paragraph: Der freie Effektenverkehr verlief ruhig und meist sehr regelmäßig. Das Hauptinteresse war neuerdings den Werten zugewandt, und zwar auf die bekannten, einstweilen mit Vorsicht aufzunehmenden Meldungen von der beabsichtigten Wiederaufnahme der Zinszahlungen. Am meisten hoben sich Goldmexikaner, aber auch 4proz. und 5proz. Silbermexikaner sowie 4 1/2proz. Irrigationsanleihe waren fest. Weiter hielten sich Türkenlose im Vordergrund und stiegen erheblich im Kurse hoch. Montanwerte bröckelten zur Mehrzahl ab; nur von der Zypern & Wissen sowie Bismarckhütte stellten sich höher. Schiffahrtsaktien bei weiter stetiger Haltung. Rüstungsaktien blieben im ganzen behauptet; nur Daimler schwächten sich ab. Auch Augsburg-Nürnberg, Stahlbecker hielten sich aber auf letztem Niveau, während Pokorny & Wittekind auf Dividendengerüchte sich Hoch, ferner Mainzer Gas und Guß anzogen. Im Bankenmarkte gaben russische Werte gegenüber der Rückgang der Deutschen Bank eine nach. Chemische Aktien schwächten sich ab. Gleiches gilt von Erdöl, während Neckarsulmer Fahrzeug, Gummi Peter, Aluminium, Zellstoff Waldhof, Klein, Schanzlin & Becker sich fest zeigten. Am Markte der heimischen Staatsfonds blieben die Kurse behauptet. Von fremden Renten hielten sich Russen, Rumänier, Chinesen. Von Devisen waren Türken etwas schwächer. Privatdiskont 4 3/8 pCt.: [746, 1072, 1063, 1532]
table-cell: + 1.23: [1370, 2140, 1428, 2154]
table-cell: Reserve-Fonds: [1191, 2266, 1317, 2281]
table-cell: 164,50: [905, 1712, 959, 1726]
table-row: [746, 1768, 1063, 1783]
news-paragraph: Fuldaer Kuchen. Blätter, d. h. bis vor dem Kriege war der Kuchen ein Spezialitätengeschäft in Fulda und Umgebung, die Spezialität der Stadt Fulda; es ist kein Wunder, daß die Fuldaer Kuchen durch den Krieg in Verruf gekommen sind. Im Speisewagen des Frankfurt-Berliner Morgen-D-Zuges konnten die Reisenden, wenn der Zug Fulda verlassen hatte, sogenannte Fuldaer Kuchen zu recht annehmbaren Preisen erstehen. Das Pfund kostete etwa 2,50 Mk. Jetzt hat nun die Fuldaer Polizei entdeckt, daß einige der Bäckermeister die Eisenbahn-Schlafwagengesellschaft mit Kuchen regelmäßig schon seit langer Zeit beliefert hat. Die Polizei beschlagnahmte sofort die Lieferung und überwies die Lebensmittel-Untersuchungsamt, um feststellen zu lassen, woher der Bäckermeister das Mehl für die reichen Kuchen bezogen hat.: [70, 1347, 391, 1616]
column-2: [408, 134, 731, 2434]
table-cell: 2542.819: [1316, 2126, 1370, 2140]
table-cell: 11.7: [1316, 2154, 1370, 2168]
table-cell: 64,30: [1010, 1768, 1063, 1783]
table-row: [1079, 2196, 1428, 2210]
table-cell: 64,20: [958, 1768, 1010, 1783]
table-cell: 164,50: [1010, 1712, 1063, 1726]
review-paragraph: „Die Wirklichkeit“, deutsche Zeitschrift für Ordnungsund Recht. In ihrem letzten Heft erscheint im Verlage Emil Lieder, Vaßing, demnächst eine politische Zeitschrift, welche einmal wöchentlich am Samstag herauskommt. Das 1. Heft, das am 3. März erschien, enthält unter anderem folgende Aufsätze: Die Ammoral der Moralisten (eine Abrechnung zwischen den Vaterländern, wofür die Schuld), „Politik und Halbwelt“, „Berlin-Bagdad“, Reine politische Relativation, „Osubenburg“, Wirtschaftspolitik bis Sturmbahn des Reiches, „Feuilleton, politischer Briefkasten. — Das Einzelheft kostet 30 Pfg. Der Bezugspreis für das Vierteljahr 3 Mark.: [746, 695, 1063, 917]
exchange-report: [746, 1071, 1063, 1534]
banks-heading: Banken und Goldmarkt.: [746, 2183, 1063, 2205]
column-header: 2. März Brief: [905, 1655, 959, 1684]
imprint-line: Druck und Verlag: J. G. Holzwarth Nachf. G. m. b. H. Sämtlich in Frankfurt a. M.: [1104, 2419, 1416, 2449]
quote-item: Atchison T. 102,50: [746, 2016, 837, 2027]
article-paragraph: Die Verwaltung der „Frankfurter“ beabsichtigt durch den Erwerb der bewährten Organisationen der beiden Berliner Transport-Versicherungs-Gesellschaften eine Ausdehnung ihres Transport-Versicherungszweiges. Gerade auch der Krieg bedingte gewisse Umwälzungen, und es ist zu erwarten, daß die Transportversicherung bald auf weitere Ausdehnung und der Geschäftszweig in den Kriegsjahren günstige Ergebnisse habe. Nach Friedensschluß wird der Transport-Versicherung durch den wieder aufblühenden Güteraustausch und nach Ausschaltung des ausländischen Versicherungs-Marktes eine bedeutend erweiterte Erwerbsquelle in die Hand gegeben.: [1079, 1328, 1428, 1533]
bank-news: [1079, 134, 1428, 612]
table-row: [1079, 2224, 1428, 2238]
table-cell: 2500.903: [1079, 2126, 1132, 2140]
quote-item: Hafer Mai 58,50: [962, 2133, 1043, 2144]
table-cell: + 235.8: [1370, 2281, 1428, 2295]
table-row: [1079, 2309, 1428, 2323]
table-cell: Fremde Gelder: [1191, 2295, 1317, 2309]
table-cell: 6452.898: [1316, 2196, 1370, 2210]
table-cell: + 12.3: [1370, 2309, 1428, 2323]
column-header: 2. März Geld: [853, 1655, 904, 1684]
table-cell: 996.511: [1316, 2238, 1370, 2252]
table-cell: Konstantinopel: [746, 1811, 853, 1825]
american-produce-heading: Amerikanische Produktenkurse.: [777, 2108, 1033, 2125]
table-cell: Bulgarien: [746, 1783, 853, 1797]
masthead-title: Frankfurter Nachrichten und Intelligenz-Blatt: [486, 102, 1017, 124]
